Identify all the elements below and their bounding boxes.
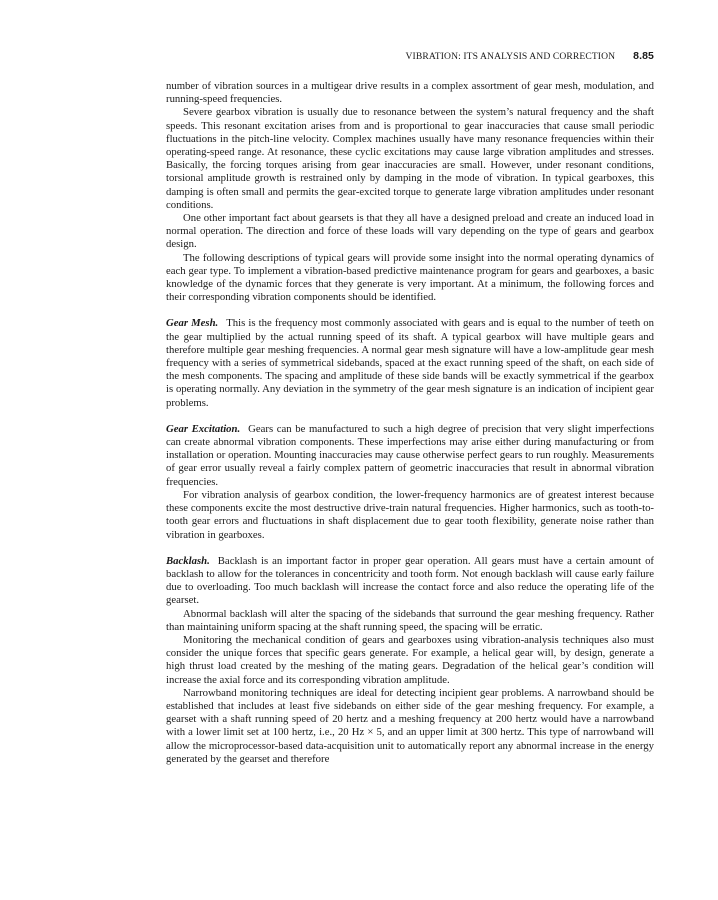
paragraph: Severe gearbox vibration is usually due to resonance between the system’s natural frequency and the shaft speeds. This resonant excitation arises from and is proportional to gear inaccuracies that cause small periodic fluctuations in the pitch-line velocity. Complex machines usually have many resonance frequencies within their operating-speed range. At resonance, these cyclic excitations may cause large vibration amplitudes and stresses. Basically, the forcing torques arising from gear inaccuracies are small. However, under resonant conditions, torsional amplitude growth is restrained only by damping in the mode of vibration. In typical gearboxes, this damping is often small and permits the gear-excited torque to generate large vibration amplitudes under resonant conditions. <box>166 106 654 211</box>
section-heading: Backlash. <box>166 554 210 567</box>
section-gear-mesh <box>166 317 654 409</box>
section-heading: Gear Mesh. <box>166 317 219 330</box>
paragraph: The following descriptions of typical gears will provide some insight into the normal operating dynamics of each gear type. To implement a vibration-based predictive maintenance program for gears and gearboxes, a basic knowledge of the dynamic forces that they generate is very important. At a minimum, the following forces and their corresponding vibration components should be identified. <box>166 251 654 304</box>
running-header <box>166 50 654 62</box>
paragraph: number of vibration sources in a multigear drive results in a complex assortment of gear mesh, modulation, and running-speed frequencies. <box>166 80 654 106</box>
paragraph-text: Backlash is an important factor in proper gear operation. All gears must have a certain amount of backlash to allow for the tolerances in concentricity and tooth form. Not enough backlash will cause early failure due to overloading. Too much backlash will increase the contact force and also reduce the operating life of the gearset. <box>166 554 654 607</box>
page-number: 8.85 <box>633 50 654 62</box>
paragraph: Narrowband monitoring techniques are ideal for detecting incipient gear problems. A narrowband should be established that includes at least five sidebands on either side of the gear meshing frequency. For example, a gearset with a shaft running speed of 20 hertz and a meshing frequency at 200 hertz would have a narrowband with a lower limit set at 100 hertz, i.e., 20 Hz × 5, and an upper limit at 300 hertz. This type of narrowband will allow the microprocessor-based data-acquisition unit to automatically report any abnormal increase in the energy generated by the gearset and therefore <box>166 686 654 765</box>
paragraph: One other important fact about gearsets is that they all have a designed preload and create an induced load in normal operation. The direction and force of these loads will vary depending on the type of gears and gearbox design. <box>166 212 654 251</box>
paragraph: Monitoring the mechanical condition of gears and gearboxes using vibration-analysis techniques also must consider the unique forces that specific gears generate. For example, a helical gear will, by design, generate a high thrust load created by the meshing of the mating gears. Degradation of the helical gear’s condition will increase the axial force and its corresponding vibration amplitude. <box>166 633 654 686</box>
body-text <box>166 80 654 766</box>
paragraph: Abnormal backlash will alter the spacing of the sidebands that surround the gear meshing frequency. Rather than maintaining uniform spacing at the shaft running speed, the spacing will be erratic. <box>166 607 654 633</box>
section-heading: Gear Excitation. <box>166 422 241 435</box>
header-title: VIBRATION: ITS ANALYSIS AND CORRECTION <box>405 51 616 62</box>
section-gear-excitation <box>166 423 654 489</box>
paragraph-text: This is the frequency most commonly associated with gears and is equal to the number of teeth on the gear multiplied by the actual running speed of its shaft. A typical gearbox will have multiple gears and therefore multiple gear meshing frequencies. A normal gear mesh signature will have a low-amplitude gear mesh frequency with a series of symmetrical sidebands, spaced at the exact running speed of the shaft, on each side of the mesh components. The spacing and amplitude of these side bands will be exactly symmetrical if the gearbox is operating normally. Any deviation in the symmetry of the gear mesh signature is an indication of incipient gear problems. <box>166 317 654 409</box>
paragraph-text: Gears can be manufactured to such a high degree of precision that very slight imperfections can create abnormal vibration components. These imperfections may arise either during manufacturing or from installation or operation. Mounting inaccuracies may cause otherwise perfect gears to run roughly. Measurements of gear error usually reveal a fairly complex pattern of geometric inaccuracies that result in abnormal vibration frequencies. <box>166 422 654 488</box>
paragraph: For vibration analysis of gearbox condition, the lower-frequency harmonics are of greatest interest because these components excite the most destructive drive-train natural frequencies. Higher harmonics, such as tooth-to-tooth gear errors and fluctuations in shaft displacement due to gear tooth flexibility, generate noise rather than vibration in gearboxes. <box>166 488 654 541</box>
section-backlash <box>166 555 654 608</box>
